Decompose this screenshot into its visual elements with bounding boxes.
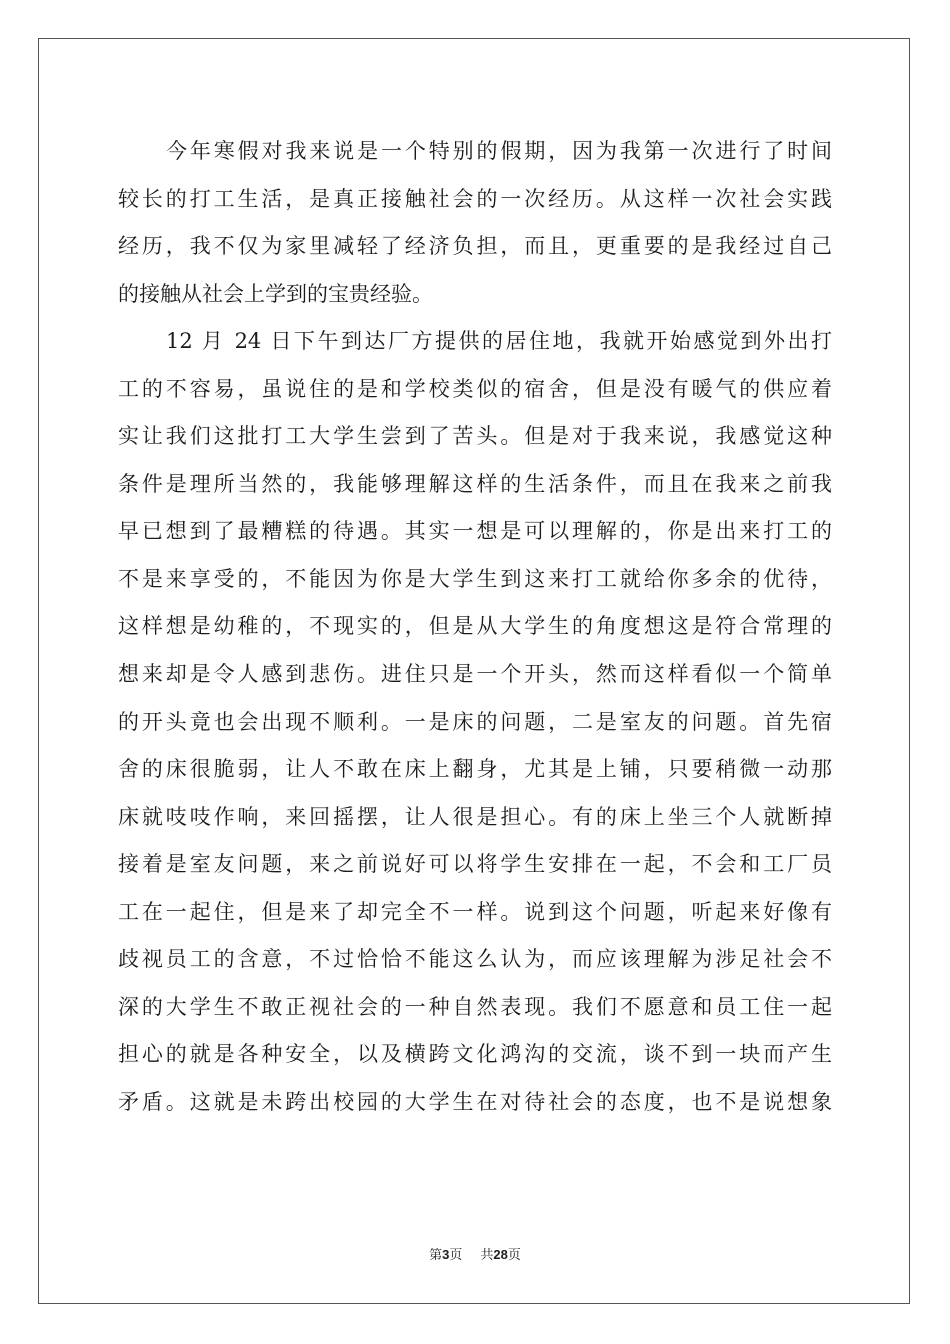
paragraph-2-line-14: 歧视员工的含意，不过恰恰不能这么认为，而应该理解为涉足社会不 (118, 947, 832, 972)
paragraph-2-line-16: 担心的就是各种安全，以及横跨文化鸿沟的交流，谈不到一块而产生 (118, 1042, 832, 1067)
paragraph-2-line-10: 舍的床很脆弱，让人不敢在床上翻身，尤其是上铺，只要稍微一动那 (118, 757, 832, 782)
paragraph-2-line-6: 不是来享受的，不能因为你是大学生到这来打工就给你多余的优待， (118, 566, 832, 591)
page-footer (0, 1244, 950, 1263)
footer-page-number: 3 (442, 1247, 450, 1262)
paragraph-2-line-8: 想来却是令人感到悲伤。进住只是一个开头，然而这样看似一个简单 (118, 662, 832, 687)
paragraph-2-line-9: 的开头竟也会出现不顺利。一是床的问题，二是室友的问题。首先宿 (118, 709, 832, 734)
footer-page-prefix: 第 (429, 1248, 443, 1263)
paragraph-2-line-12: 接着是室友问题，来之前说好可以将学生安排在一起，不会和工厂员 (118, 852, 832, 877)
paragraph-1-line-3: 经历，我不仅为家里减轻了经济负担，而且，更重要的是我经过自己 (118, 234, 832, 259)
paragraph-2-line-4: 条件是理所当然的，我能够理解这样的生活条件，而且在我来之前我 (118, 471, 832, 496)
paragraph-2-line-1: 12 月 24 日下午到达厂方提供的居住地，我就开始感觉到外出打 (166, 329, 832, 354)
paragraph-2-line-3: 实让我们这批打工大学生尝到了苦头。但是对于我来说，我感觉这种 (118, 424, 832, 449)
footer-total-suffix: 页 (507, 1248, 521, 1263)
footer-total-number: 28 (493, 1247, 508, 1262)
document-body (118, 128, 832, 1126)
footer-page-suffix: 页 (449, 1248, 463, 1263)
paragraph-1-line-1: 今年寒假对我来说是一个特别的假期，因为我第一次进行了时间 (166, 139, 832, 163)
paragraph-2-line-13: 工在一起住，但是来了却完全不一样。说到这个问题，听起来好像有 (118, 899, 832, 924)
paragraph-2-line-11: 床就吱吱作响，来回摇摆，让人很是担心。有的床上坐三个人就断掉 (118, 804, 832, 829)
paragraph-2-line-15: 深的大学生不敢正视社会的一种自然表现。我们不愿意和员工住一起 (118, 994, 832, 1019)
paragraph-2-line-5: 早已想到了最糟糕的待遇。其实一想是可以理解的，你是出来打工的 (118, 519, 832, 544)
paragraph-1-line-2: 较长的打工生活，是真正接触社会的一次经历。从这样一次社会实践 (118, 186, 832, 211)
paragraph-2-line-7: 这样想是幼稚的，不现实的，但是从大学生的角度想这是符合常理的 (118, 614, 832, 639)
footer-total-prefix: 共 (480, 1248, 494, 1263)
paragraph-1-line-4: 的接触从社会上学到的宝贵经验。 (118, 281, 433, 306)
paragraph-2-line-2: 工的不容易，虽说住的是和学校类似的宿舍，但是没有暖气的供应着 (118, 376, 832, 401)
paragraph-2-line-17: 矛盾。这就是未跨出校园的大学生在对待社会的态度，也不是说想象 (118, 1089, 832, 1114)
